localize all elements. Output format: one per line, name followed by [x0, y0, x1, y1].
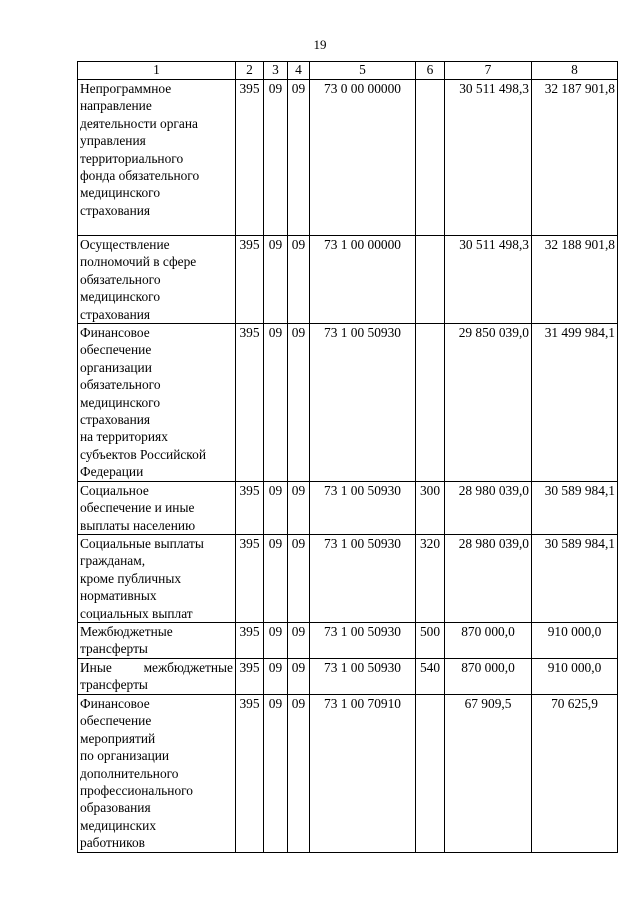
target-article-code: 73 1 00 50930: [310, 481, 416, 534]
row-name: Непрограммное направление деятельности органа управления территориального фонда обязательного медицинского страхования: [78, 80, 236, 236]
amount-col-7: 870 000,0: [445, 658, 532, 694]
admin-code: 395: [236, 658, 264, 694]
row-name: Осуществление полномочий в сфере обязательного медицинского страхования: [78, 236, 236, 324]
subsection-code: 09: [288, 481, 310, 534]
admin-code: 395: [236, 236, 264, 324]
column-header-7: 7: [445, 62, 532, 80]
section-code: 09: [264, 236, 288, 324]
target-article-code: 73 0 00 00000: [310, 80, 416, 236]
section-code: 09: [264, 658, 288, 694]
target-article-code: 73 1 00 50930: [310, 534, 416, 622]
expense-type-code: 300: [416, 481, 445, 534]
admin-code: 395: [236, 80, 264, 236]
row-name: Финансовое обеспечение мероприятий по организации дополнительного профессионального образования медицинских работников: [78, 694, 236, 852]
target-article-code: 73 1 00 70910: [310, 694, 416, 852]
amount-col-8: 30 589 984,1: [532, 481, 618, 534]
table-row: [78, 534, 618, 622]
table-row: [78, 622, 618, 658]
target-article-code: 73 1 00 50930: [310, 622, 416, 658]
column-header-6: 6: [416, 62, 445, 80]
column-header-8: 8: [532, 62, 618, 80]
amount-col-8: 32 187 901,8: [532, 80, 618, 236]
subsection-code: 09: [288, 80, 310, 236]
amount-col-7: 30 511 498,3: [445, 80, 532, 236]
expense-type-code: 540: [416, 658, 445, 694]
amount-col-7: 67 909,5: [445, 694, 532, 852]
section-code: 09: [264, 622, 288, 658]
section-code: 09: [264, 481, 288, 534]
expense-type-code: [416, 694, 445, 852]
subsection-code: 09: [288, 324, 310, 482]
table-row: [78, 80, 618, 236]
row-name: Социальные выплаты гражданам, кроме публичных нормативных социальных выплат: [78, 534, 236, 622]
page-number: 19: [313, 37, 327, 52]
table-row: [78, 481, 618, 534]
section-code: 09: [264, 324, 288, 482]
section-code: 09: [264, 80, 288, 236]
column-header-2: 2: [236, 62, 264, 80]
admin-code: 395: [236, 481, 264, 534]
column-header-1: 1: [78, 62, 236, 80]
table-row: [78, 658, 618, 694]
subsection-code: 09: [288, 694, 310, 852]
amount-col-8: 910 000,0: [532, 658, 618, 694]
subsection-code: 09: [288, 534, 310, 622]
table-row: [78, 236, 618, 324]
target-article-code: 73 1 00 50930: [310, 324, 416, 482]
table-header-row: [78, 62, 618, 80]
section-code: 09: [264, 694, 288, 852]
target-article-code: 73 1 00 00000: [310, 236, 416, 324]
target-article-code: 73 1 00 50930: [310, 658, 416, 694]
table-row: [78, 324, 618, 482]
amount-col-7: 30 511 498,3: [445, 236, 532, 324]
amount-col-8: 30 589 984,1: [532, 534, 618, 622]
expense-type-code: [416, 80, 445, 236]
column-header-5: 5: [310, 62, 416, 80]
column-header-3: 3: [264, 62, 288, 80]
row-name: Финансовое обеспечение организации обязательного медицинского страхования на территориях субъектов Российской Федерации: [78, 324, 236, 482]
subsection-code: 09: [288, 622, 310, 658]
subsection-code: 09: [288, 236, 310, 324]
admin-code: 395: [236, 534, 264, 622]
table-row: [78, 694, 618, 852]
amount-col-8: 70 625,9: [532, 694, 618, 852]
column-header-4: 4: [288, 62, 310, 80]
admin-code: 395: [236, 694, 264, 852]
amount-col-7: 870 000,0: [445, 622, 532, 658]
row-name: Межбюджетные трансферты: [78, 622, 236, 658]
expense-type-code: 500: [416, 622, 445, 658]
amount-col-8: 31 499 984,1: [532, 324, 618, 482]
expense-type-code: [416, 324, 445, 482]
amount-col-7: 29 850 039,0: [445, 324, 532, 482]
subsection-code: 09: [288, 658, 310, 694]
admin-code: 395: [236, 324, 264, 482]
row-name: Иные межбюджетные трансферты: [78, 658, 236, 694]
row-name: Социальное обеспечение и иные выплаты населению: [78, 481, 236, 534]
amount-col-8: 910 000,0: [532, 622, 618, 658]
section-code: 09: [264, 534, 288, 622]
admin-code: 395: [236, 622, 264, 658]
expense-type-code: [416, 236, 445, 324]
budget-table: [77, 61, 618, 853]
amount-col-7: 28 980 039,0: [445, 481, 532, 534]
expense-type-code: 320: [416, 534, 445, 622]
amount-col-7: 28 980 039,0: [445, 534, 532, 622]
amount-col-8: 32 188 901,8: [532, 236, 618, 324]
